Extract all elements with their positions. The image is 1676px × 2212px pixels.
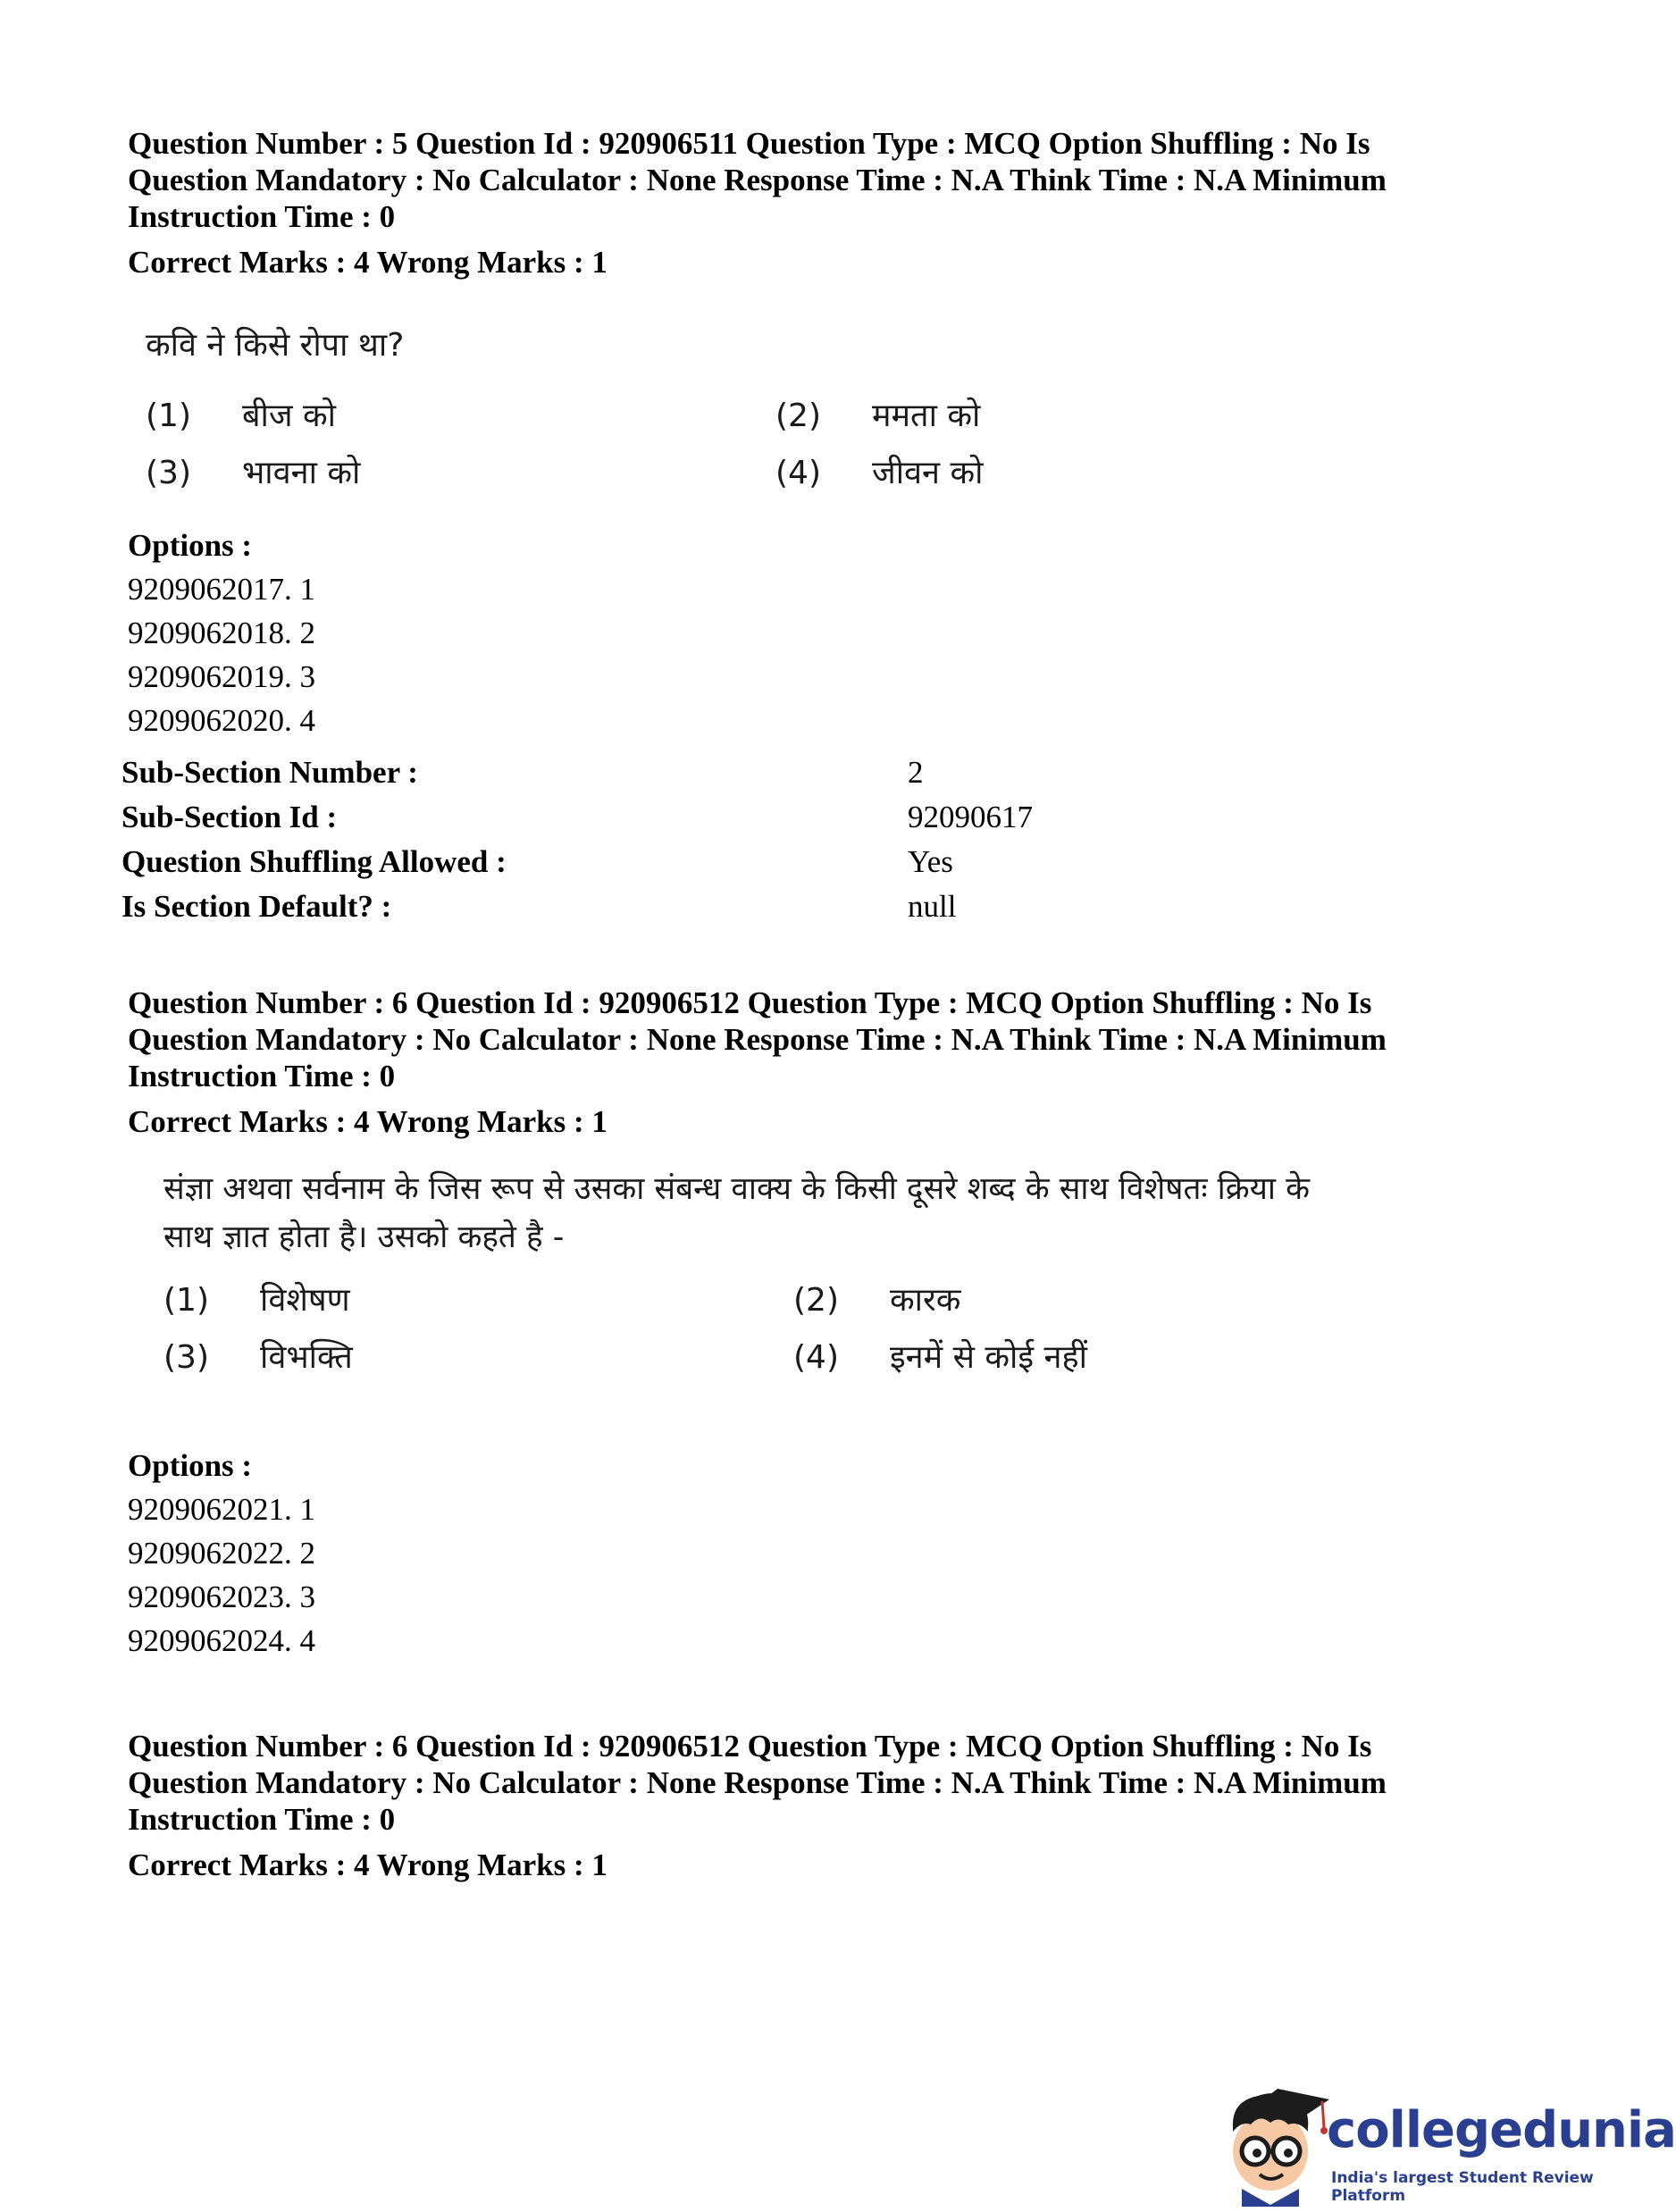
- choice-1: [146, 397, 336, 436]
- question-meta-line: Question Number : 6 Question Id : 920906512 Question Type : MCQ Option Shuffling : No Is: [128, 1729, 1372, 1764]
- subsection-value: 92090617: [908, 800, 1033, 834]
- question-text-line: साथ ज्ञात होता है। उसको कहते है -: [163, 1219, 565, 1255]
- choice-number: (1): [146, 398, 191, 434]
- subsection-key: Sub-Section Id :: [122, 800, 338, 834]
- choice-text: विशेषण: [260, 1282, 350, 1319]
- choice-text: इनमें से कोई नहीं: [890, 1339, 1087, 1376]
- choice-number: (4): [793, 1339, 839, 1376]
- subsection-key: Question Shuffling Allowed :: [122, 844, 507, 879]
- question-meta-line: Question Number : 6 Question Id : 920906512 Question Type : MCQ Option Shuffling : No Is: [128, 985, 1372, 1020]
- question-shuffling-row: [122, 840, 1515, 884]
- question-marks: Correct Marks : 4 Wrong Marks : 1: [128, 1848, 608, 1882]
- question-meta-line: Question Mandatory : No Calculator : None Response Time : N.A Think Time : N.A Minimum: [128, 1765, 1387, 1800]
- question-marks: Correct Marks : 4 Wrong Marks : 1: [128, 1104, 608, 1139]
- choice-number: (1): [163, 1282, 209, 1319]
- subsection-value: Yes: [908, 844, 953, 879]
- option-item: 9209062021. 1: [128, 1492, 315, 1527]
- question-6-header: [128, 985, 1521, 1140]
- option-item: 9209062023. 3: [128, 1579, 315, 1614]
- choice-number: (3): [146, 455, 191, 491]
- choice-1: [163, 1281, 350, 1320]
- subsection-key: Is Section Default? :: [122, 889, 392, 924]
- option-item: 9209062022. 2: [128, 1536, 315, 1571]
- choice-2: [793, 1281, 960, 1320]
- logo-tagline: India's largest Student Review Platform: [1331, 2169, 1594, 2205]
- logo-brand-text: collegedunia: [1327, 2101, 1676, 2159]
- choice-number: (4): [775, 455, 821, 491]
- choice-text: भावना को: [242, 455, 361, 491]
- choice-3: [146, 454, 360, 493]
- question-meta-line: Question Number : 5 Question Id : 920906511 Question Type : MCQ Option Shuffling : No Is: [128, 126, 1370, 161]
- question-5-options: [128, 527, 1521, 742]
- choice-4: [793, 1338, 1087, 1378]
- option-item: 9209062024. 4: [128, 1623, 315, 1658]
- choice-text: कारक: [890, 1282, 961, 1319]
- question-6-repeat-header: [128, 1728, 1521, 1883]
- choice-text: जीवन को: [872, 455, 984, 491]
- option-item: 9209062017. 1: [128, 572, 315, 607]
- choice-number: (3): [163, 1339, 209, 1376]
- subsection-value: 2: [908, 755, 924, 790]
- question-6-options: [128, 1447, 1521, 1663]
- option-item: 9209062019. 3: [128, 659, 315, 694]
- choice-2: [775, 397, 980, 436]
- subsection-value: null: [908, 889, 957, 924]
- question-6-body: [163, 1165, 1468, 1397]
- question-text: कवि ने किसे रोपा था?: [146, 327, 405, 364]
- choice-3: [163, 1338, 353, 1378]
- question-meta-line: Question Mandatory : No Calculator : None Response Time : N.A Think Time : N.A Minimum: [128, 1022, 1387, 1057]
- section-default-row: [122, 884, 1515, 929]
- question-marks: Correct Marks : 4 Wrong Marks : 1: [128, 245, 608, 280]
- choice-number: (2): [775, 398, 821, 434]
- question-meta-line: Instruction Time : 0: [128, 1059, 396, 1093]
- subsection-number-row: [122, 750, 1515, 795]
- choice-text: ममता को: [872, 398, 981, 434]
- question-5-header: [128, 125, 1521, 281]
- subsection-id-row: [122, 795, 1515, 840]
- student-mascot-icon: [1215, 2082, 1331, 2207]
- question-5-body: [146, 322, 1307, 509]
- question-meta-line: Instruction Time : 0: [128, 1802, 396, 1837]
- question-text-line: संज्ञा अथवा सर्वनाम के जिस रूप से उसका संबन्ध वाक्य के किसी दूसरे शब्द के साथ विशेषतः क्रिया के: [163, 1171, 1310, 1207]
- options-label: Options :: [128, 1448, 253, 1483]
- options-label: Options :: [128, 528, 253, 563]
- choice-text: विभक्ति: [260, 1339, 353, 1376]
- choice-text: बीज को: [242, 398, 337, 434]
- collegedunia-logo: [1215, 2082, 1676, 2207]
- option-item: 9209062018. 2: [128, 616, 315, 650]
- choice-4: [775, 454, 983, 493]
- subsection-key: Sub-Section Number :: [122, 755, 418, 790]
- option-item: 9209062020. 4: [128, 703, 315, 738]
- question-meta-line: Question Mandatory : No Calculator : None Response Time : N.A Think Time : N.A Minimum: [128, 163, 1387, 197]
- question-meta-line: Instruction Time : 0: [128, 199, 396, 234]
- choice-number: (2): [793, 1282, 839, 1319]
